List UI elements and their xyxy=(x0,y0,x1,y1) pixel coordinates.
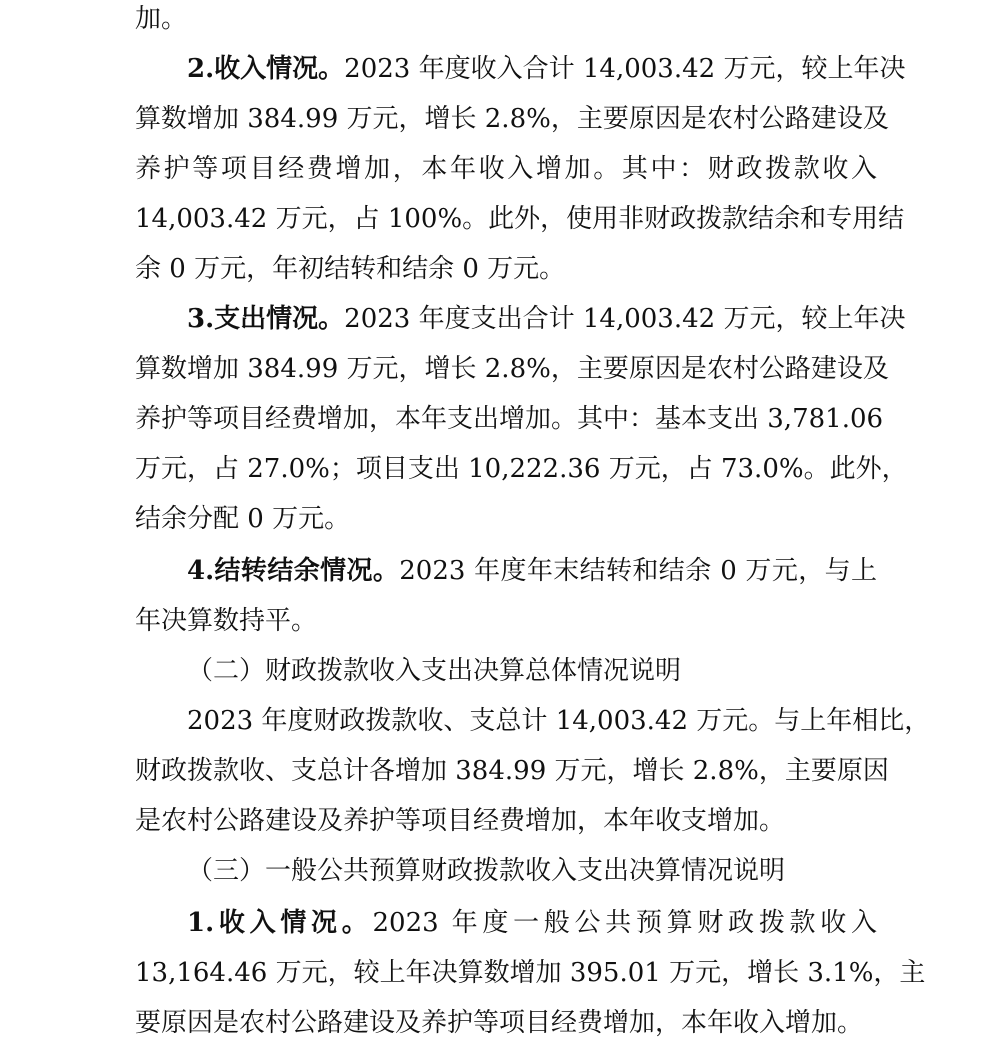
text-line: 加。 xyxy=(135,4,188,34)
paragraph-heading-line xyxy=(187,898,877,948)
text-run: 2023 年度支出合计 14,003.42 万元，较上年决 xyxy=(344,304,906,334)
text-line: 算数增加 384.99 万元，增长 2.8%，主要原因是农村公路建设及 xyxy=(135,354,889,384)
text-line: 养护等项目经费增加，本年收入增加。其中：财政拨款收入 xyxy=(135,154,877,184)
section-title: 结转结余情况。 xyxy=(214,556,400,586)
text-line: 年决算数持平。 xyxy=(135,606,318,636)
text-run: 2023 年度年末结转和结余 0 万元，与上 xyxy=(399,556,877,586)
section-title: 收入情况。 xyxy=(214,54,345,84)
subsection-heading: （二）财政拨款收入支出决算总体情况说明 xyxy=(187,656,682,686)
text-line: 算数增加 384.99 万元，增长 2.8%，主要原因是农村公路建设及 xyxy=(135,104,889,134)
text-line: 13,164.46 万元，较上年决算数增加 395.01 万元，增长 3.1%，主 xyxy=(135,958,926,988)
section-number: 2. xyxy=(187,54,215,84)
text-line: 2023 年度财政拨款收、支总计 14,003.42 万元。与上年相比， xyxy=(187,706,931,736)
section-title: 支出情况。 xyxy=(214,304,345,334)
section-number: 4. xyxy=(187,556,215,586)
text-line: 14,003.42 万元，占 100%。此外，使用非财政拨款结余和专用结 xyxy=(135,204,905,234)
subsection-heading: （三）一般公共预算财政拨款收入支出决算情况说明 xyxy=(187,856,786,886)
text-line: 要原因是农村公路建设及养护等项目经费增加，本年收入增加。 xyxy=(135,1008,864,1038)
text-run: 2023 年度一般公共预算财政拨款收入 xyxy=(372,908,877,938)
text-run: 2023 年度收入合计 14,003.42 万元，较上年决 xyxy=(344,54,906,84)
section-number: 3. xyxy=(187,304,215,334)
text-line: 余 0 万元，年初结转和结余 0 万元。 xyxy=(135,254,566,284)
section-title: 收入情况。 xyxy=(214,908,373,938)
paragraph-heading-line xyxy=(187,546,877,596)
text-line: 结余分配 0 万元。 xyxy=(135,504,351,534)
paragraph-heading-line xyxy=(187,44,906,94)
text-line: 是农村公路建设及养护等项目经费增加，本年收支增加。 xyxy=(135,806,786,836)
paragraph-heading-line xyxy=(187,294,906,344)
text-line: 养护等项目经费增加，本年支出增加。其中：基本支出 3,781.06 xyxy=(135,404,884,434)
text-line: 万元，占 27.0%；项目支出 10,222.36 万元，占 73.0%。此外， xyxy=(135,454,908,484)
section-number: 1. xyxy=(187,908,215,938)
text-line: 财政拨款收、支总计各增加 384.99 万元，增长 2.8%，主要原因 xyxy=(135,756,889,786)
